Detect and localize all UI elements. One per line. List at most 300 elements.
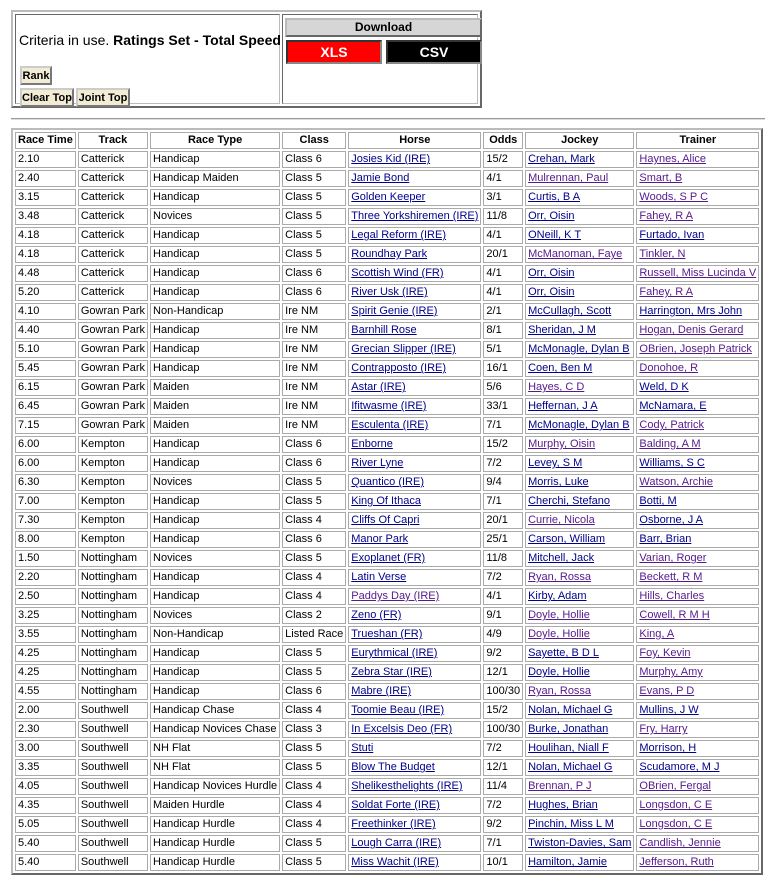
horse-link[interactable]: Blow The Budget: [351, 761, 435, 773]
jockey-link[interactable]: Houlihan, Niall F: [528, 742, 609, 754]
jockey-link[interactable]: Murphy, Oisin: [528, 438, 596, 450]
trainer-link[interactable]: Woods, S P C: [639, 191, 709, 203]
horse-cell: [348, 854, 481, 871]
horse-link[interactable]: Josies Kid (IRE): [351, 153, 431, 165]
horse-cell: [348, 246, 481, 263]
horse-link[interactable]: Ifitwasme (IRE): [351, 400, 427, 412]
horse-link[interactable]: Toomie Beau (IRE): [351, 704, 445, 716]
race-type-cell: Handicap: [150, 227, 280, 244]
jockey-cell: [525, 208, 634, 225]
horse-link[interactable]: Freethinker (IRE): [351, 818, 436, 830]
race-time-cell: 2.20: [15, 569, 76, 586]
table-row: [15, 835, 759, 852]
horse-link[interactable]: Legal Reform (IRE): [351, 229, 447, 241]
trainer-link[interactable]: Watson, Archie: [639, 476, 713, 488]
column-header: Race Time: [15, 132, 76, 149]
track-cell: Southwell: [78, 816, 148, 833]
race-time-cell: 7.30: [15, 512, 76, 529]
race-type-cell: Novices: [150, 550, 280, 567]
horse-cell: [348, 493, 481, 510]
track-cell: Nottingham: [78, 588, 148, 605]
race-time-cell: 4.25: [15, 645, 76, 662]
table-row: [15, 284, 759, 301]
horse-link[interactable]: Barnhill Rose: [351, 324, 417, 336]
race-type-cell: Handicap: [150, 531, 280, 548]
race-type-cell: Handicap Hurdle: [150, 816, 280, 833]
race-time-cell: 4.10: [15, 303, 76, 320]
jockey-link[interactable]: Sheridan, J M: [528, 324, 596, 336]
class-cell: Class 5: [282, 664, 346, 681]
jockey-link[interactable]: ONeill, K T: [528, 229, 582, 241]
track-cell: Kempton: [78, 455, 148, 472]
race-time-cell: 3.48: [15, 208, 76, 225]
trainer-link[interactable]: Scudamore, M J: [639, 761, 720, 773]
race-type-cell: Maiden: [150, 398, 280, 415]
table-header-row: [15, 132, 759, 149]
horse-link[interactable]: Contrapposto (IRE): [351, 362, 447, 374]
jockey-cell: [525, 493, 634, 510]
horse-link[interactable]: Soldat Forte (IRE): [351, 799, 440, 811]
track-cell: Southwell: [78, 778, 148, 795]
track-cell: Gowran Park: [78, 303, 148, 320]
horse-cell: [348, 379, 481, 396]
horse-cell: [348, 512, 481, 529]
odds-cell: 15/2: [483, 436, 523, 453]
race-time-cell: 3.55: [15, 626, 76, 643]
jockey-link[interactable]: Heffernan, J A: [528, 400, 598, 412]
odds-cell: 4/1: [483, 227, 523, 244]
class-cell: Class 4: [282, 588, 346, 605]
trainer-cell: [636, 189, 759, 206]
class-cell: Class 5: [282, 550, 346, 567]
trainer-link[interactable]: Varian, Roger: [639, 552, 707, 564]
race-type-cell: Handicap: [150, 664, 280, 681]
jockey-cell: [525, 322, 634, 339]
class-cell: Class 5: [282, 189, 346, 206]
race-time-cell: 6.00: [15, 436, 76, 453]
jockey-cell: [525, 303, 634, 320]
trainer-link[interactable]: McNamara, E: [639, 400, 707, 412]
race-time-cell: 2.00: [15, 702, 76, 719]
jockey-link[interactable]: Doyle, Hollie: [528, 628, 590, 640]
trainer-cell: [636, 512, 759, 529]
track-cell: Catterick: [78, 208, 148, 225]
horse-link[interactable]: In Excelsis Deo (FR): [351, 723, 453, 735]
trainer-link[interactable]: Furtado, Ivan: [639, 229, 705, 241]
track-cell: Catterick: [78, 227, 148, 244]
odds-cell: 4/1: [483, 284, 523, 301]
track-cell: Catterick: [78, 265, 148, 282]
jockey-cell: [525, 607, 634, 624]
table-row: [15, 227, 759, 244]
track-cell: Kempton: [78, 493, 148, 510]
trainer-link[interactable]: Fahey, R A: [639, 210, 693, 222]
jockey-link[interactable]: Coen, Ben M: [528, 362, 593, 374]
race-time-cell: 5.40: [15, 835, 76, 852]
track-cell: Gowran Park: [78, 360, 148, 377]
track-cell: Nottingham: [78, 683, 148, 700]
race-table-wrapper: [11, 128, 763, 875]
race-type-cell: Handicap: [150, 246, 280, 263]
column-header: Track: [78, 132, 148, 149]
horse-cell: [348, 398, 481, 415]
race-type-cell: Handicap: [150, 341, 280, 358]
jockey-link[interactable]: Kirby, Adam: [528, 590, 587, 602]
horse-link[interactable]: Exoplanet (FR): [351, 552, 426, 564]
horse-link[interactable]: Latin Verse: [351, 571, 407, 583]
jockey-link[interactable]: Carson, William: [528, 533, 606, 545]
track-cell: Southwell: [78, 835, 148, 852]
jockey-cell: [525, 835, 634, 852]
race-time-cell: 4.18: [15, 227, 76, 244]
jockey-cell: [525, 778, 634, 795]
jockey-link[interactable]: Levey, S M: [528, 457, 583, 469]
horse-link[interactable]: Quantico (IRE): [351, 476, 424, 488]
horse-link[interactable]: Lough Carra (IRE): [351, 837, 442, 849]
trainer-link[interactable]: Williams, S C: [639, 457, 705, 469]
table-row: [15, 474, 759, 491]
race-type-cell: Non-Handicap: [150, 303, 280, 320]
trainer-link[interactable]: Hills, Charles: [639, 590, 705, 602]
trainer-cell: [636, 759, 759, 776]
horse-link[interactable]: Grecian Slipper (IRE): [351, 343, 456, 355]
jockey-link[interactable]: Crehan, Mark: [528, 153, 595, 165]
track-cell: Catterick: [78, 246, 148, 263]
class-cell: Class 5: [282, 854, 346, 871]
xls-download-button[interactable]: XLS: [286, 40, 382, 64]
joint-top-button[interactable]: Joint Top: [76, 88, 130, 107]
trainer-link[interactable]: Harrington, Mrs John: [639, 305, 743, 317]
jockey-link[interactable]: Orr, Oisin: [528, 210, 575, 222]
jockey-link[interactable]: Brennan, P J: [528, 780, 592, 792]
race-time-cell: 6.45: [15, 398, 76, 415]
track-cell: Gowran Park: [78, 417, 148, 434]
clear-top-button[interactable]: Clear Top: [20, 88, 74, 107]
class-cell: Class 5: [282, 170, 346, 187]
class-cell: Class 4: [282, 778, 346, 795]
track-cell: Gowran Park: [78, 398, 148, 415]
track-cell: Southwell: [78, 797, 148, 814]
jockey-link[interactable]: Doyle, Hollie: [528, 666, 590, 678]
trainer-cell: [636, 854, 759, 871]
table-row: [15, 816, 759, 833]
odds-cell: 10/1: [483, 854, 523, 871]
jockey-link[interactable]: Mulrennan, Paul: [528, 172, 609, 184]
track-cell: Catterick: [78, 170, 148, 187]
trainer-link[interactable]: Evans, P D: [639, 685, 695, 697]
jockey-cell: [525, 417, 634, 434]
horse-link[interactable]: Enborne: [351, 438, 393, 450]
race-type-cell: Novices: [150, 607, 280, 624]
track-cell: Nottingham: [78, 626, 148, 643]
trainer-link[interactable]: Balding, A M: [639, 438, 701, 450]
class-cell: Class 4: [282, 512, 346, 529]
track-cell: Kempton: [78, 512, 148, 529]
trainer-link[interactable]: Fry, Harry: [639, 723, 688, 735]
horse-link[interactable]: River Usk (IRE): [351, 286, 428, 298]
jockey-link[interactable]: McManoman, Faye: [528, 248, 623, 260]
jockey-link[interactable]: McMonagle, Dylan B: [528, 419, 630, 431]
table-row: [15, 151, 759, 168]
jockey-cell: [525, 284, 634, 301]
trainer-link[interactable]: Hogan, Denis Gerard: [639, 324, 744, 336]
horse-link[interactable]: Golden Keeper: [351, 191, 426, 203]
odds-cell: 3/1: [483, 189, 523, 206]
horse-link[interactable]: Stuti: [351, 742, 374, 754]
horse-cell: [348, 816, 481, 833]
trainer-link[interactable]: OBrien, Joseph Patrick: [639, 343, 752, 355]
table-row: [15, 170, 759, 187]
race-time-cell: 5.10: [15, 341, 76, 358]
race-type-cell: Handicap: [150, 265, 280, 282]
horse-cell: [348, 626, 481, 643]
trainer-cell: [636, 284, 759, 301]
table-row: [15, 626, 759, 643]
trainer-cell: [636, 455, 759, 472]
rank-button[interactable]: Rank: [20, 66, 52, 85]
horse-link[interactable]: Trueshan (FR): [351, 628, 423, 640]
race-type-cell: Novices: [150, 208, 280, 225]
jockey-link[interactable]: McMonagle, Dylan B: [528, 343, 630, 355]
horse-link[interactable]: Cliffs Of Capri: [351, 514, 420, 526]
horse-cell: [348, 664, 481, 681]
odds-cell: 4/1: [483, 170, 523, 187]
horse-link[interactable]: Roundhay Park: [351, 248, 428, 260]
track-cell: Catterick: [78, 151, 148, 168]
horse-link[interactable]: Miss Wachit (IRE): [351, 856, 439, 868]
trainer-link[interactable]: Murphy, Amy: [639, 666, 703, 678]
jockey-link[interactable]: Burke, Jonathan: [528, 723, 609, 735]
horse-cell: [348, 455, 481, 472]
trainer-link[interactable]: Candlish, Jennie: [639, 837, 721, 849]
class-cell: Class 6: [282, 265, 346, 282]
track-cell: Gowran Park: [78, 341, 148, 358]
horse-link[interactable]: Jamie Bond: [351, 172, 410, 184]
jockey-link[interactable]: Twiston-Davies, Sam: [528, 837, 632, 849]
race-type-cell: Handicap: [150, 189, 280, 206]
table-row: [15, 702, 759, 719]
jockey-link[interactable]: Hayes, C D: [528, 381, 585, 393]
trainer-cell: [636, 835, 759, 852]
trainer-link[interactable]: Haynes, Alice: [639, 153, 707, 165]
horse-link[interactable]: Zebra Star (IRE): [351, 666, 432, 678]
race-time-cell: 2.10: [15, 151, 76, 168]
race-time-cell: 4.48: [15, 265, 76, 282]
trainer-link[interactable]: Smart, B: [639, 172, 683, 184]
trainer-link[interactable]: Foy, Kevin: [639, 647, 691, 659]
jockey-link[interactable]: Sayette, B D L: [528, 647, 600, 659]
race-time-cell: 7.00: [15, 493, 76, 510]
trainer-link[interactable]: Donohoe, R: [639, 362, 699, 374]
trainer-cell: [636, 816, 759, 833]
odds-cell: 9/4: [483, 474, 523, 491]
horse-link[interactable]: Manor Park: [351, 533, 409, 545]
race-type-cell: Maiden: [150, 417, 280, 434]
race-time-cell: 2.30: [15, 721, 76, 738]
jockey-link[interactable]: Nolan, Michael G: [528, 704, 613, 716]
trainer-link[interactable]: Longsdon, C E: [639, 818, 713, 830]
trainer-link[interactable]: Cowell, R M H: [639, 609, 710, 621]
track-cell: Gowran Park: [78, 322, 148, 339]
jockey-link[interactable]: Currie, Nicola: [528, 514, 595, 526]
trainer-cell: [636, 607, 759, 624]
trainer-link[interactable]: Morrison, H: [639, 742, 697, 754]
horse-link[interactable]: Zeno (FR): [351, 609, 402, 621]
jockey-link[interactable]: Ryan, Rossa: [528, 571, 592, 583]
race-type-cell: Handicap: [150, 493, 280, 510]
jockey-cell: [525, 512, 634, 529]
horse-cell: [348, 702, 481, 719]
odds-cell: 7/2: [483, 569, 523, 586]
trainer-link[interactable]: Beckett, R M: [639, 571, 703, 583]
table-row: [15, 189, 759, 206]
race-time-cell: 3.00: [15, 740, 76, 757]
trainer-link[interactable]: OBrien, Fergal: [639, 780, 711, 792]
trainer-link[interactable]: Osborne, J A: [639, 514, 703, 526]
jockey-link[interactable]: Pinchin, Miss L M: [528, 818, 614, 830]
odds-cell: 9/2: [483, 816, 523, 833]
horse-cell: [348, 721, 481, 738]
class-cell: Ire NM: [282, 379, 346, 396]
jockey-link[interactable]: McCullagh, Scott: [528, 305, 612, 317]
jockey-link[interactable]: Cherchi, Stefano: [528, 495, 611, 507]
trainer-link[interactable]: King, A: [639, 628, 675, 640]
track-cell: Kempton: [78, 474, 148, 491]
trainer-cell: [636, 398, 759, 415]
race-type-cell: NH Flat: [150, 740, 280, 757]
jockey-link[interactable]: Orr, Oisin: [528, 286, 575, 298]
trainer-link[interactable]: Barr, Brian: [639, 533, 692, 545]
class-cell: Class 5: [282, 740, 346, 757]
race-type-cell: Handicap Hurdle: [150, 854, 280, 871]
class-cell: Class 4: [282, 816, 346, 833]
horse-cell: [348, 360, 481, 377]
trainer-link[interactable]: Jefferson, Ruth: [639, 856, 714, 868]
horse-link[interactable]: Mabre (IRE): [351, 685, 412, 697]
trainer-cell: [636, 151, 759, 168]
jockey-cell: [525, 265, 634, 282]
jockey-link[interactable]: Doyle, Hollie: [528, 609, 590, 621]
jockey-cell: [525, 398, 634, 415]
column-header: Odds: [483, 132, 523, 149]
jockey-link[interactable]: Hughes, Brian: [528, 799, 598, 811]
track-cell: Kempton: [78, 436, 148, 453]
trainer-cell: [636, 645, 759, 662]
class-cell: Class 5: [282, 208, 346, 225]
jockey-link[interactable]: Orr, Oisin: [528, 267, 575, 279]
race-time-cell: 1.50: [15, 550, 76, 567]
odds-cell: 8/1: [483, 322, 523, 339]
csv-download-button[interactable]: CSV: [386, 40, 482, 64]
table-row: [15, 854, 759, 871]
race-type-cell: Handicap: [150, 588, 280, 605]
jockey-cell: [525, 341, 634, 358]
horse-link[interactable]: Esculenta (IRE): [351, 419, 429, 431]
horse-link[interactable]: King Of Ithaca: [351, 495, 421, 507]
column-header: Horse: [348, 132, 481, 149]
race-time-cell: 4.05: [15, 778, 76, 795]
class-cell: Listed Race: [282, 626, 346, 643]
track-cell: Nottingham: [78, 645, 148, 662]
horse-link[interactable]: Eurythmical (IRE): [351, 647, 438, 659]
trainer-link[interactable]: Russell, Miss Lucinda V: [639, 267, 757, 279]
horse-cell: [348, 759, 481, 776]
horse-cell: [348, 645, 481, 662]
track-cell: Nottingham: [78, 607, 148, 624]
jockey-cell: [525, 151, 634, 168]
horse-link[interactable]: Three Yorkshiremen (IRE): [351, 210, 479, 222]
jockey-cell: [525, 664, 634, 681]
table-row: [15, 664, 759, 681]
jockey-cell: [525, 170, 634, 187]
trainer-link[interactable]: Longsdon, C E: [639, 799, 713, 811]
horse-link[interactable]: Astar (IRE): [351, 381, 406, 393]
race-type-cell: NH Flat: [150, 759, 280, 776]
class-cell: Ire NM: [282, 303, 346, 320]
horse-cell: [348, 170, 481, 187]
track-cell: Catterick: [78, 284, 148, 301]
odds-cell: 20/1: [483, 512, 523, 529]
table-row: [15, 208, 759, 225]
class-cell: Class 4: [282, 569, 346, 586]
jockey-link[interactable]: Ryan, Rossa: [528, 685, 592, 697]
trainer-link[interactable]: Botti, M: [639, 495, 677, 507]
odds-cell: 7/2: [483, 740, 523, 757]
trainer-cell: [636, 246, 759, 263]
jockey-cell: [525, 379, 634, 396]
column-header: Jockey: [525, 132, 634, 149]
horse-cell: [348, 569, 481, 586]
horse-link[interactable]: Spirit Genie (IRE): [351, 305, 438, 317]
horse-cell: [348, 797, 481, 814]
horse-cell: [348, 436, 481, 453]
class-cell: Class 5: [282, 474, 346, 491]
class-cell: Class 6: [282, 151, 346, 168]
horse-cell: [348, 835, 481, 852]
jockey-link[interactable]: Hamilton, Jamie: [528, 856, 607, 868]
table-row: [15, 721, 759, 738]
table-row: [15, 265, 759, 282]
horse-link[interactable]: Scottish Wind (FR): [351, 267, 444, 279]
race-type-cell: Handicap: [150, 455, 280, 472]
jockey-link[interactable]: Nolan, Michael G: [528, 761, 613, 773]
odds-cell: 5/6: [483, 379, 523, 396]
horse-cell: [348, 265, 481, 282]
class-cell: Class 5: [282, 246, 346, 263]
trainer-link[interactable]: Fahey, R A: [639, 286, 693, 298]
race-time-cell: 4.35: [15, 797, 76, 814]
odds-cell: 5/1: [483, 341, 523, 358]
horse-link[interactable]: Paddys Day (IRE): [351, 590, 440, 602]
trainer-link[interactable]: Tinkler, N: [639, 248, 686, 260]
class-cell: Class 6: [282, 683, 346, 700]
jockey-link[interactable]: Mitchell, Jack: [528, 552, 595, 564]
race-type-cell: Handicap Hurdle: [150, 835, 280, 852]
trainer-link[interactable]: Cody, Patrick: [639, 419, 704, 431]
column-header: Race Type: [150, 132, 280, 149]
horse-link[interactable]: River Lyne: [351, 457, 404, 469]
trainer-cell: [636, 721, 759, 738]
trainer-link[interactable]: Mullins, J W: [639, 704, 699, 716]
horse-cell: [348, 683, 481, 700]
race-time-cell: 6.00: [15, 455, 76, 472]
jockey-link[interactable]: Curtis, B A: [528, 191, 581, 203]
class-cell: Ire NM: [282, 360, 346, 377]
trainer-link[interactable]: Weld, D K: [639, 381, 689, 393]
jockey-cell: [525, 550, 634, 567]
horse-link[interactable]: Shelikesthelights (IRE): [351, 780, 463, 792]
jockey-link[interactable]: Morris, Luke: [528, 476, 589, 488]
